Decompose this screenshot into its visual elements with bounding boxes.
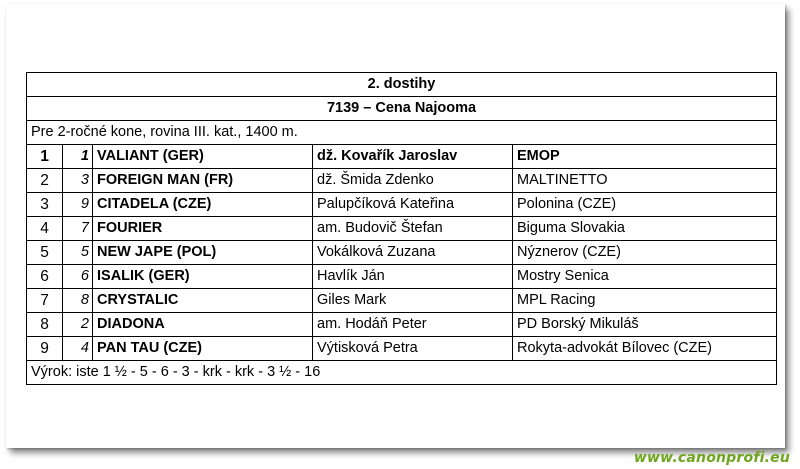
- jockey-name: dž. Kovařík Jaroslav: [313, 145, 513, 169]
- finish-position: 8: [27, 313, 63, 337]
- jockey-name: dž. Šmida Zdenko: [313, 169, 513, 193]
- jockey-name: Vokálková Zuzana: [313, 241, 513, 265]
- owner-name: MALTINETTO: [513, 169, 777, 193]
- finish-position: 9: [27, 337, 63, 361]
- result-row: [27, 337, 777, 361]
- owner-name: MPL Racing: [513, 289, 777, 313]
- result-row: [27, 265, 777, 289]
- start-number: 6: [63, 265, 93, 289]
- horse-name: VALIANT (GER): [93, 145, 313, 169]
- start-number: 8: [63, 289, 93, 313]
- horse-name: CRYSTALIC: [93, 289, 313, 313]
- start-number: 4: [63, 337, 93, 361]
- start-number: 2: [63, 313, 93, 337]
- start-number: 1: [63, 145, 93, 169]
- start-number: 9: [63, 193, 93, 217]
- race-name: 7139 – Cena Najooma: [27, 97, 777, 121]
- race-number-title: 2. dostihy: [27, 73, 777, 97]
- jockey-name: am. Hodáň Peter: [313, 313, 513, 337]
- finish-position: 3: [27, 193, 63, 217]
- result-row: [27, 217, 777, 241]
- horse-name: ISALIK (GER): [93, 265, 313, 289]
- horse-name: NEW JAPE (POL): [93, 241, 313, 265]
- horse-name: FOREIGN MAN (FR): [93, 169, 313, 193]
- result-row: [27, 289, 777, 313]
- jockey-name: Palupčíková Kateřina: [313, 193, 513, 217]
- finish-position: 7: [27, 289, 63, 313]
- jockey-name: Výtisková Petra: [313, 337, 513, 361]
- result-row: [27, 145, 777, 169]
- watermark: www.canonprofi.eu: [633, 450, 790, 466]
- result-row: [27, 169, 777, 193]
- owner-name: Nýznerov (CZE): [513, 241, 777, 265]
- start-number: 5: [63, 241, 93, 265]
- finish-position: 4: [27, 217, 63, 241]
- jockey-name: Giles Mark: [313, 289, 513, 313]
- finish-position: 1: [27, 145, 63, 169]
- document-page: [6, 4, 785, 448]
- jockey-name: Havlík Ján: [313, 265, 513, 289]
- jockey-name: am. Budovič Štefan: [313, 217, 513, 241]
- horse-name: DIADONA: [93, 313, 313, 337]
- race-verdict: Výrok: iste 1 ½ - 5 - 6 - 3 - krk - krk - 3 ½ - 16: [27, 361, 777, 385]
- finish-position: 5: [27, 241, 63, 265]
- start-number: 3: [63, 169, 93, 193]
- result-row: [27, 241, 777, 265]
- horse-name: CITADELA (CZE): [93, 193, 313, 217]
- horse-name: FOURIER: [93, 217, 313, 241]
- owner-name: Rokyta-advokát Bílovec (CZE): [513, 337, 777, 361]
- start-number: 7: [63, 217, 93, 241]
- owner-name: EMOP: [513, 145, 777, 169]
- result-row: [27, 313, 777, 337]
- race-conditions: Pre 2-ročné kone, rovina III. kat., 1400 m.: [27, 121, 777, 145]
- finish-position: 6: [27, 265, 63, 289]
- owner-name: Biguma Slovakia: [513, 217, 777, 241]
- race-results-table: [26, 72, 777, 385]
- owner-name: Polonina (CZE): [513, 193, 777, 217]
- owner-name: Mostry Senica: [513, 265, 777, 289]
- result-row: [27, 193, 777, 217]
- finish-position: 2: [27, 169, 63, 193]
- owner-name: PD Borský Mikuláš: [513, 313, 777, 337]
- horse-name: PAN TAU (CZE): [93, 337, 313, 361]
